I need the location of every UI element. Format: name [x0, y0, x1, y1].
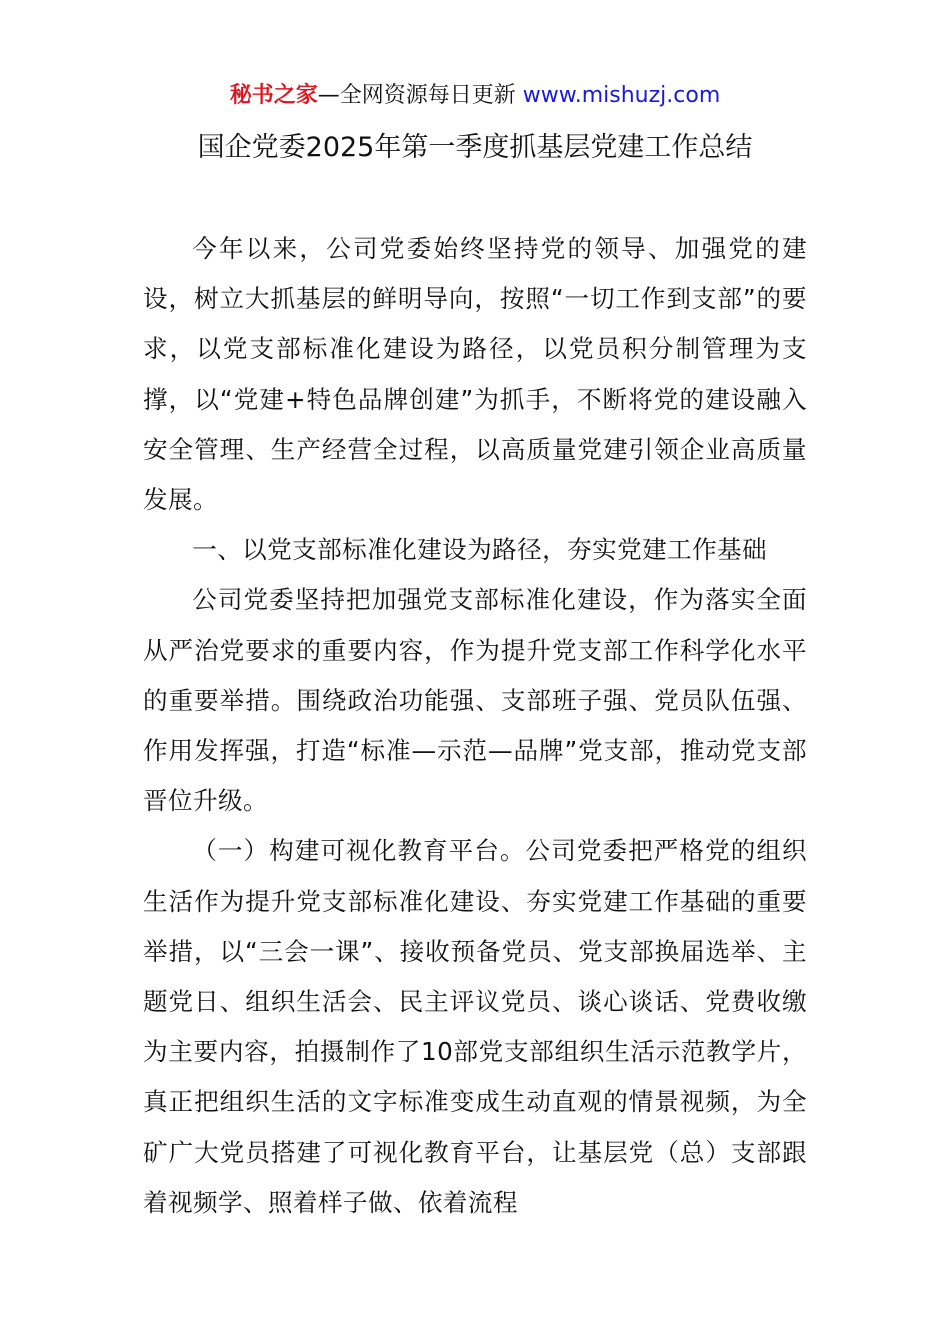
site-header — [0, 80, 950, 112]
subsection-paragraph: （一）构建可视化教育平台。公司党委把严格党的组织生活作为提升党支部标准化建设、夯实党建工作基础的重要举措，以“三会一课”、接收预备党员、党支部换届选举、主题党日、组织生活会、民主评议党员、谈心谈话、党费收缴为主要内容，拍摄制作了10部党支部组织生活示范教学片，真正把组织生活的文字标准变成生动直观的情景视频，为全矿广大党员搭建了可视化教育平台，让基层党（总）支部跟着视频学、照着样子做、依着流程 — [143, 836, 807, 1217]
site-tagline: —全网资源每日更新 — [317, 83, 523, 108]
site-url-link[interactable]: www.mishuzj.com — [522, 83, 721, 108]
section-heading: 一、以党支部标准化建设为路径，夯实党建工作基础 — [192, 535, 768, 565]
section-paragraph: 公司党委坚持把加强党支部标准化建设，作为落实全面从严治党要求的重要内容，作为提升党支部工作科学化水平的重要举措。围绕政治功能强、支部班子强、党员队伍强、作用发挥强，打造“标准—示范—品牌”党支部，推动党支部晋位升级。 — [143, 585, 807, 816]
site-name: 秘书之家 — [229, 83, 318, 108]
document-title: 国企党委2025年第一季度抓基层党建工作总结 — [197, 132, 753, 163]
document-body — [143, 224, 807, 1228]
intro-paragraph: 今年以来，公司党委始终坚持党的领导、加强党的建设，树立大抓基层的鲜明导向，按照“一切工作到支部”的要求，以党支部标准化建设为路径，以党员积分制管理为支撑，以“党建+特色品牌创建”为抓手，不断将党的建设融入安全管理、生产经营全过程，以高质量党建引领企业高质量发展。 — [143, 234, 807, 515]
